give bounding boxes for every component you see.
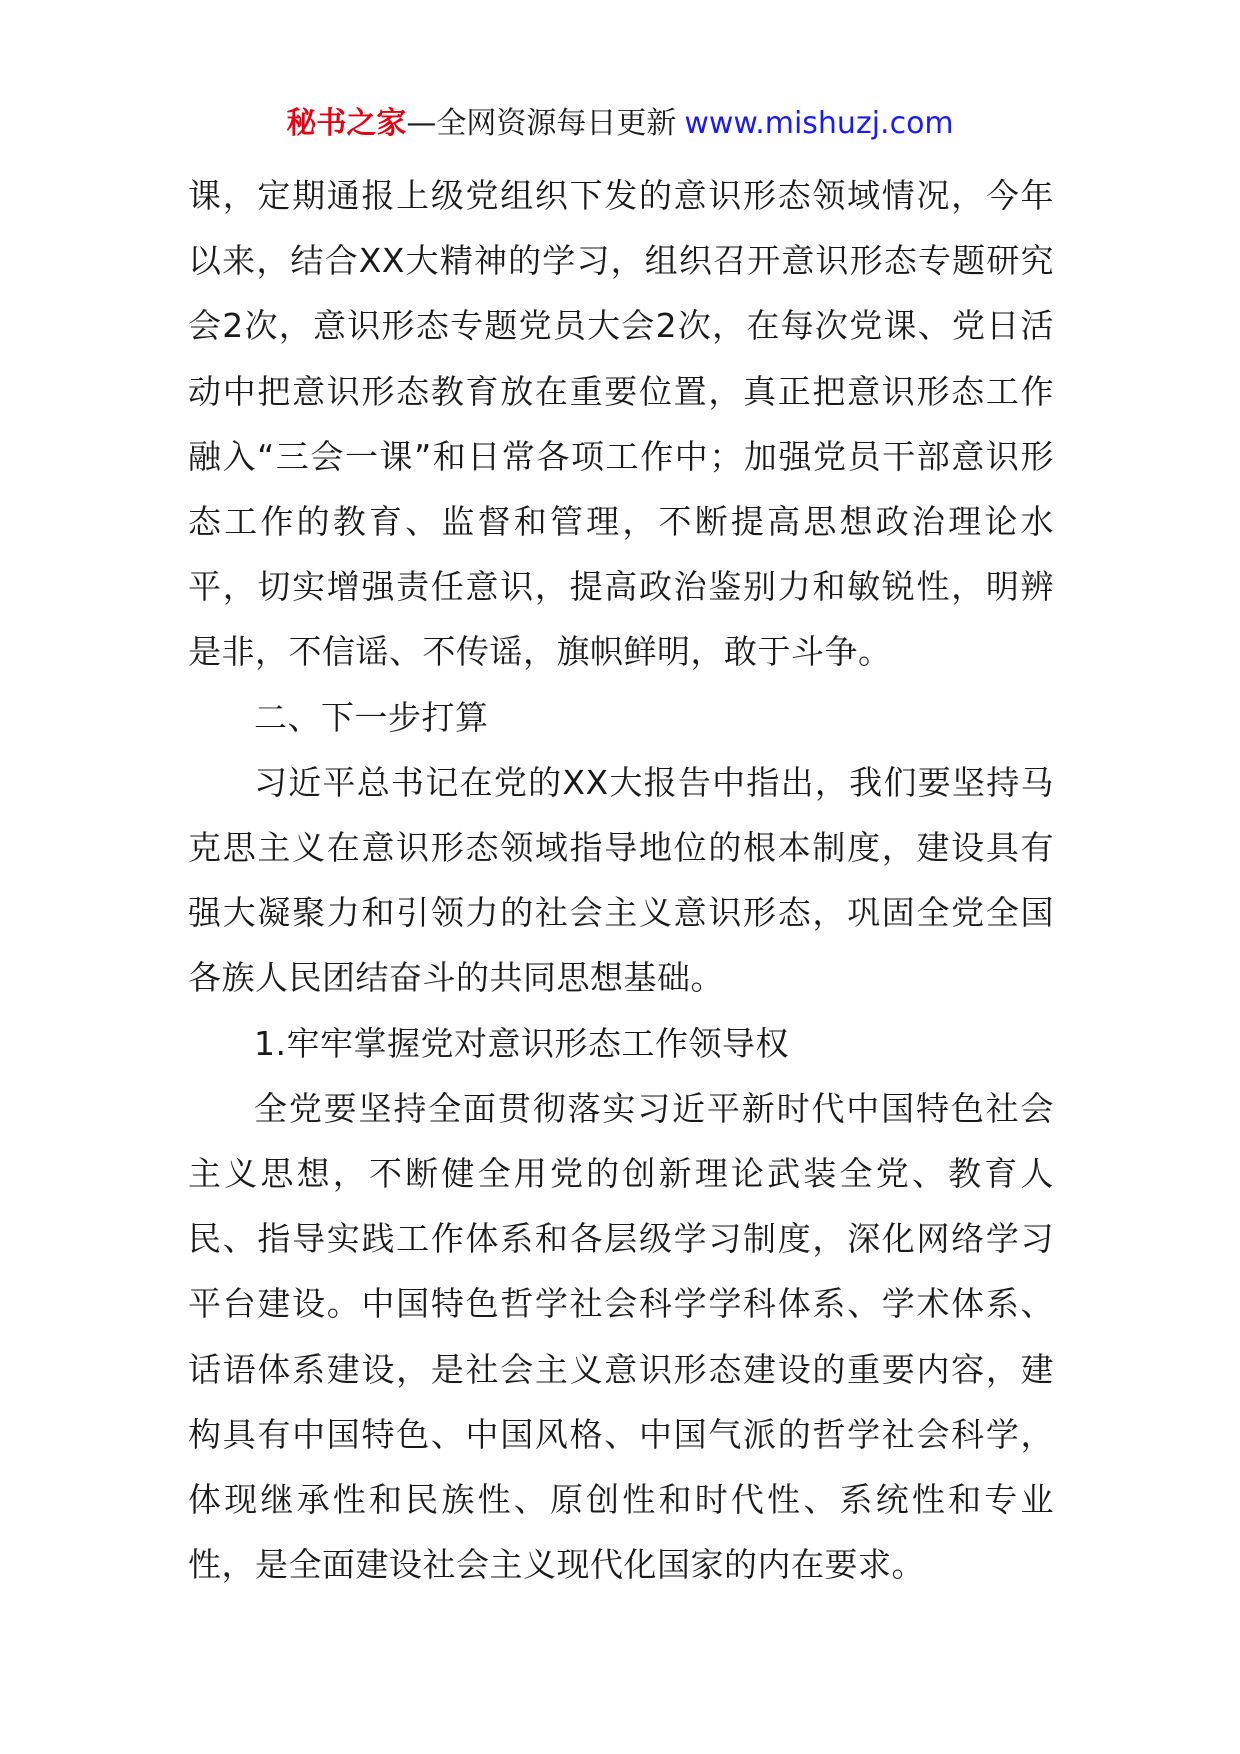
paragraph-intro: 习近平总书记在党的XX大报告中指出，我们要坚持马克思主义在意识形态领域指导地位的根本制度，建设具有强大凝聚力和引领力的社会主义意识形态，巩固全党全国各族人民团结奋斗的共同思想基础。 bbox=[188, 762, 1054, 998]
header-url-link[interactable]: www.mishuzj.com bbox=[684, 106, 954, 141]
brand-name: 秘书之家 bbox=[286, 106, 407, 141]
section-heading: 二、下一步打算 bbox=[254, 697, 489, 737]
paragraph-body: 全党要坚持全面贯彻落实习近平新时代中国特色社会主义思想，不断健全用党的创新理论武装全党、教育人民、指导实践工作体系和各层级学习制度，深化网络学习平台建设。中国特色哲学社会科学学科体系、学术体系、话语体系建设，是社会主义意识形态建设的重要内容，建构具有中国特色、中国风格、中国气派的哲学社会科学，体现继承性和民族性、原创性和时代性、系统性和专业性，是全面建设社会主义现代化国家的内在要求。 bbox=[188, 1088, 1054, 1585]
page-header bbox=[0, 104, 1240, 144]
paragraph-continuation: 课，定期通报上级党组织下发的意识形态领域情况，今年以来，结合XX大精神的学习，组织召开意识形态专题研究会2次，意识形态专题党员大会2次，在每次党课、党日活动中把意识形态教育放在重要位置，真正把意识形态工作融入“三会一课”和日常各项工作中；加强党员干部意识形态工作的教育、监督和管理，不断提高思想政治理论水平，切实增强责任意识，提高政治鉴别力和敏锐性，明辨是非，不信谣、不传谣，旗帜鲜明，敢于斗争。 bbox=[188, 176, 1054, 672]
document-body bbox=[188, 163, 1054, 1597]
subsection-heading: 1.牢牢掌握党对意识形态工作领导权 bbox=[254, 1023, 789, 1063]
header-tagline: —全网资源每日更新 bbox=[406, 106, 677, 141]
